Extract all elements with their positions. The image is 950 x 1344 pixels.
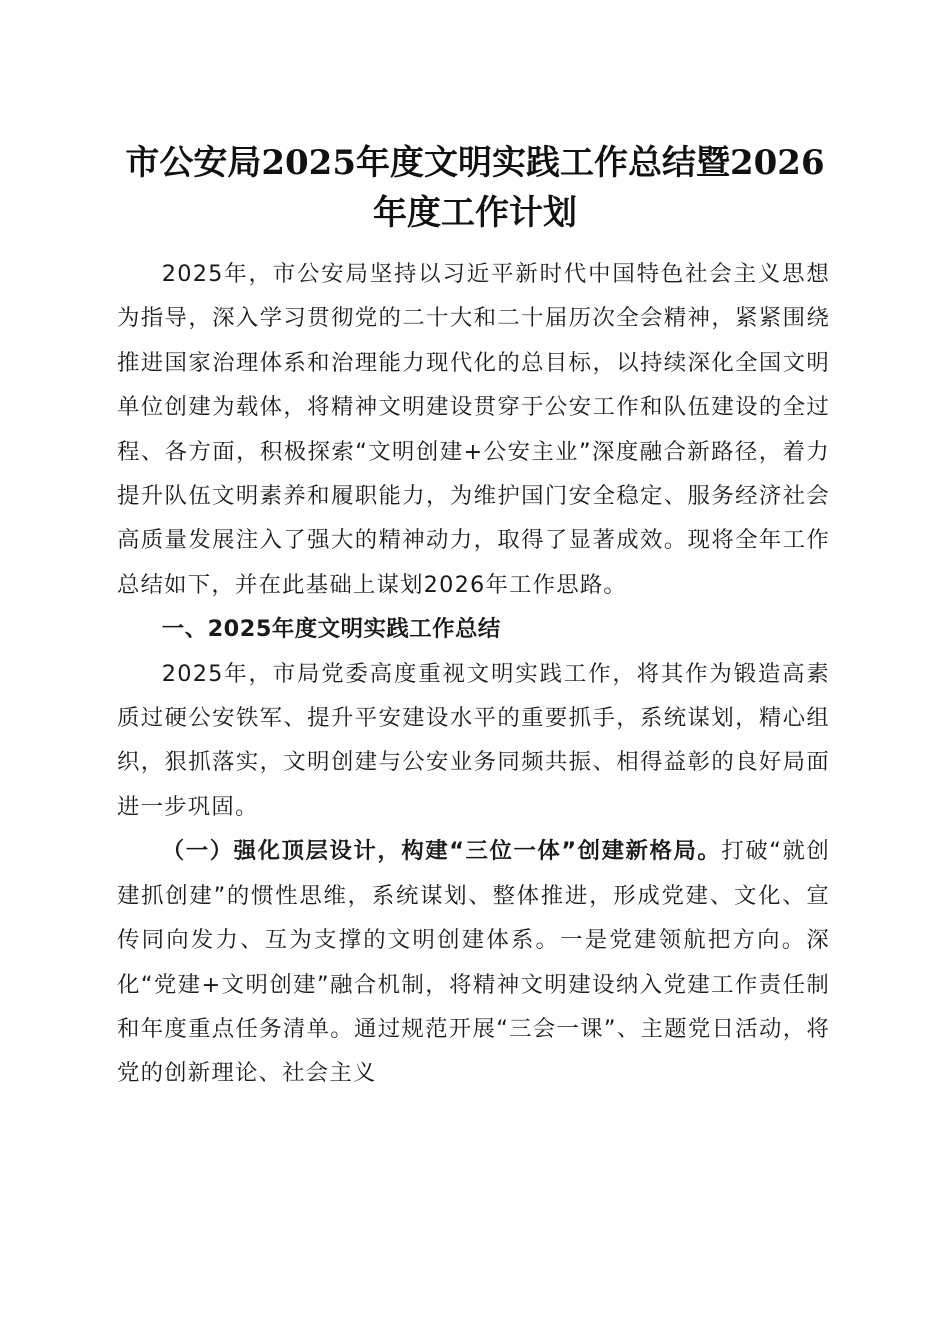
section-paragraph: 2025年，市局党委高度重视文明实践工作，将其作为锻造高素质过硬公安铁军、提升平安建设水平的重要抓手，系统谋划，精心组织，狠抓落实，文明创建与公安业务同频共振、相得益彰的良好局面进一步巩固。: [117, 660, 830, 820]
document-body: [117, 252, 830, 1096]
section-heading: 一、2025年度文明实践工作总结: [161, 616, 501, 643]
subsection-paragraph: [117, 829, 830, 1095]
intro-paragraph: 2025年，市公安局坚持以习近平新时代中国特色社会主义思想为指导，深入学习贯彻党的二十大和二十届历次全会精神，紧紧围绕推进国家治理体系和治理能力现代化的总目标，以持续深化全国文明单位创建为载体，将精神文明建设贯穿于公安工作和队伍建设的全过程、各方面，积极探索“文明创建+公安主业”深度融合新路径，着力提升队伍文明素养和履职能力，为维护国门安全稳定、服务经济社会高质量发展注入了强大的精神动力，取得了显著成效。现将全年工作总结如下，并在此基础上谋划2026年工作思路。: [117, 261, 830, 598]
document-title: 市公安局2025年度文明实践工作总结暨2026年度工作计划: [125, 143, 825, 233]
subsection-text: 打破“就创建抓创建”的惯性思维，系统谋划、整体推进，形成党建、文化、宣传同向发力、互为支撑的文明创建体系。一是党建领航把方向。深化“党建+文明创建”融合机制，将精神文明建设纳入党建工作责任制和年度重点任务清单。通过规范开展“三会一课”、主题党日活动，将党的创新理论、社会主义: [117, 838, 830, 1087]
subsection-heading: （一）强化顶层设计，构建“三位一体”创建新格局。: [161, 838, 722, 865]
